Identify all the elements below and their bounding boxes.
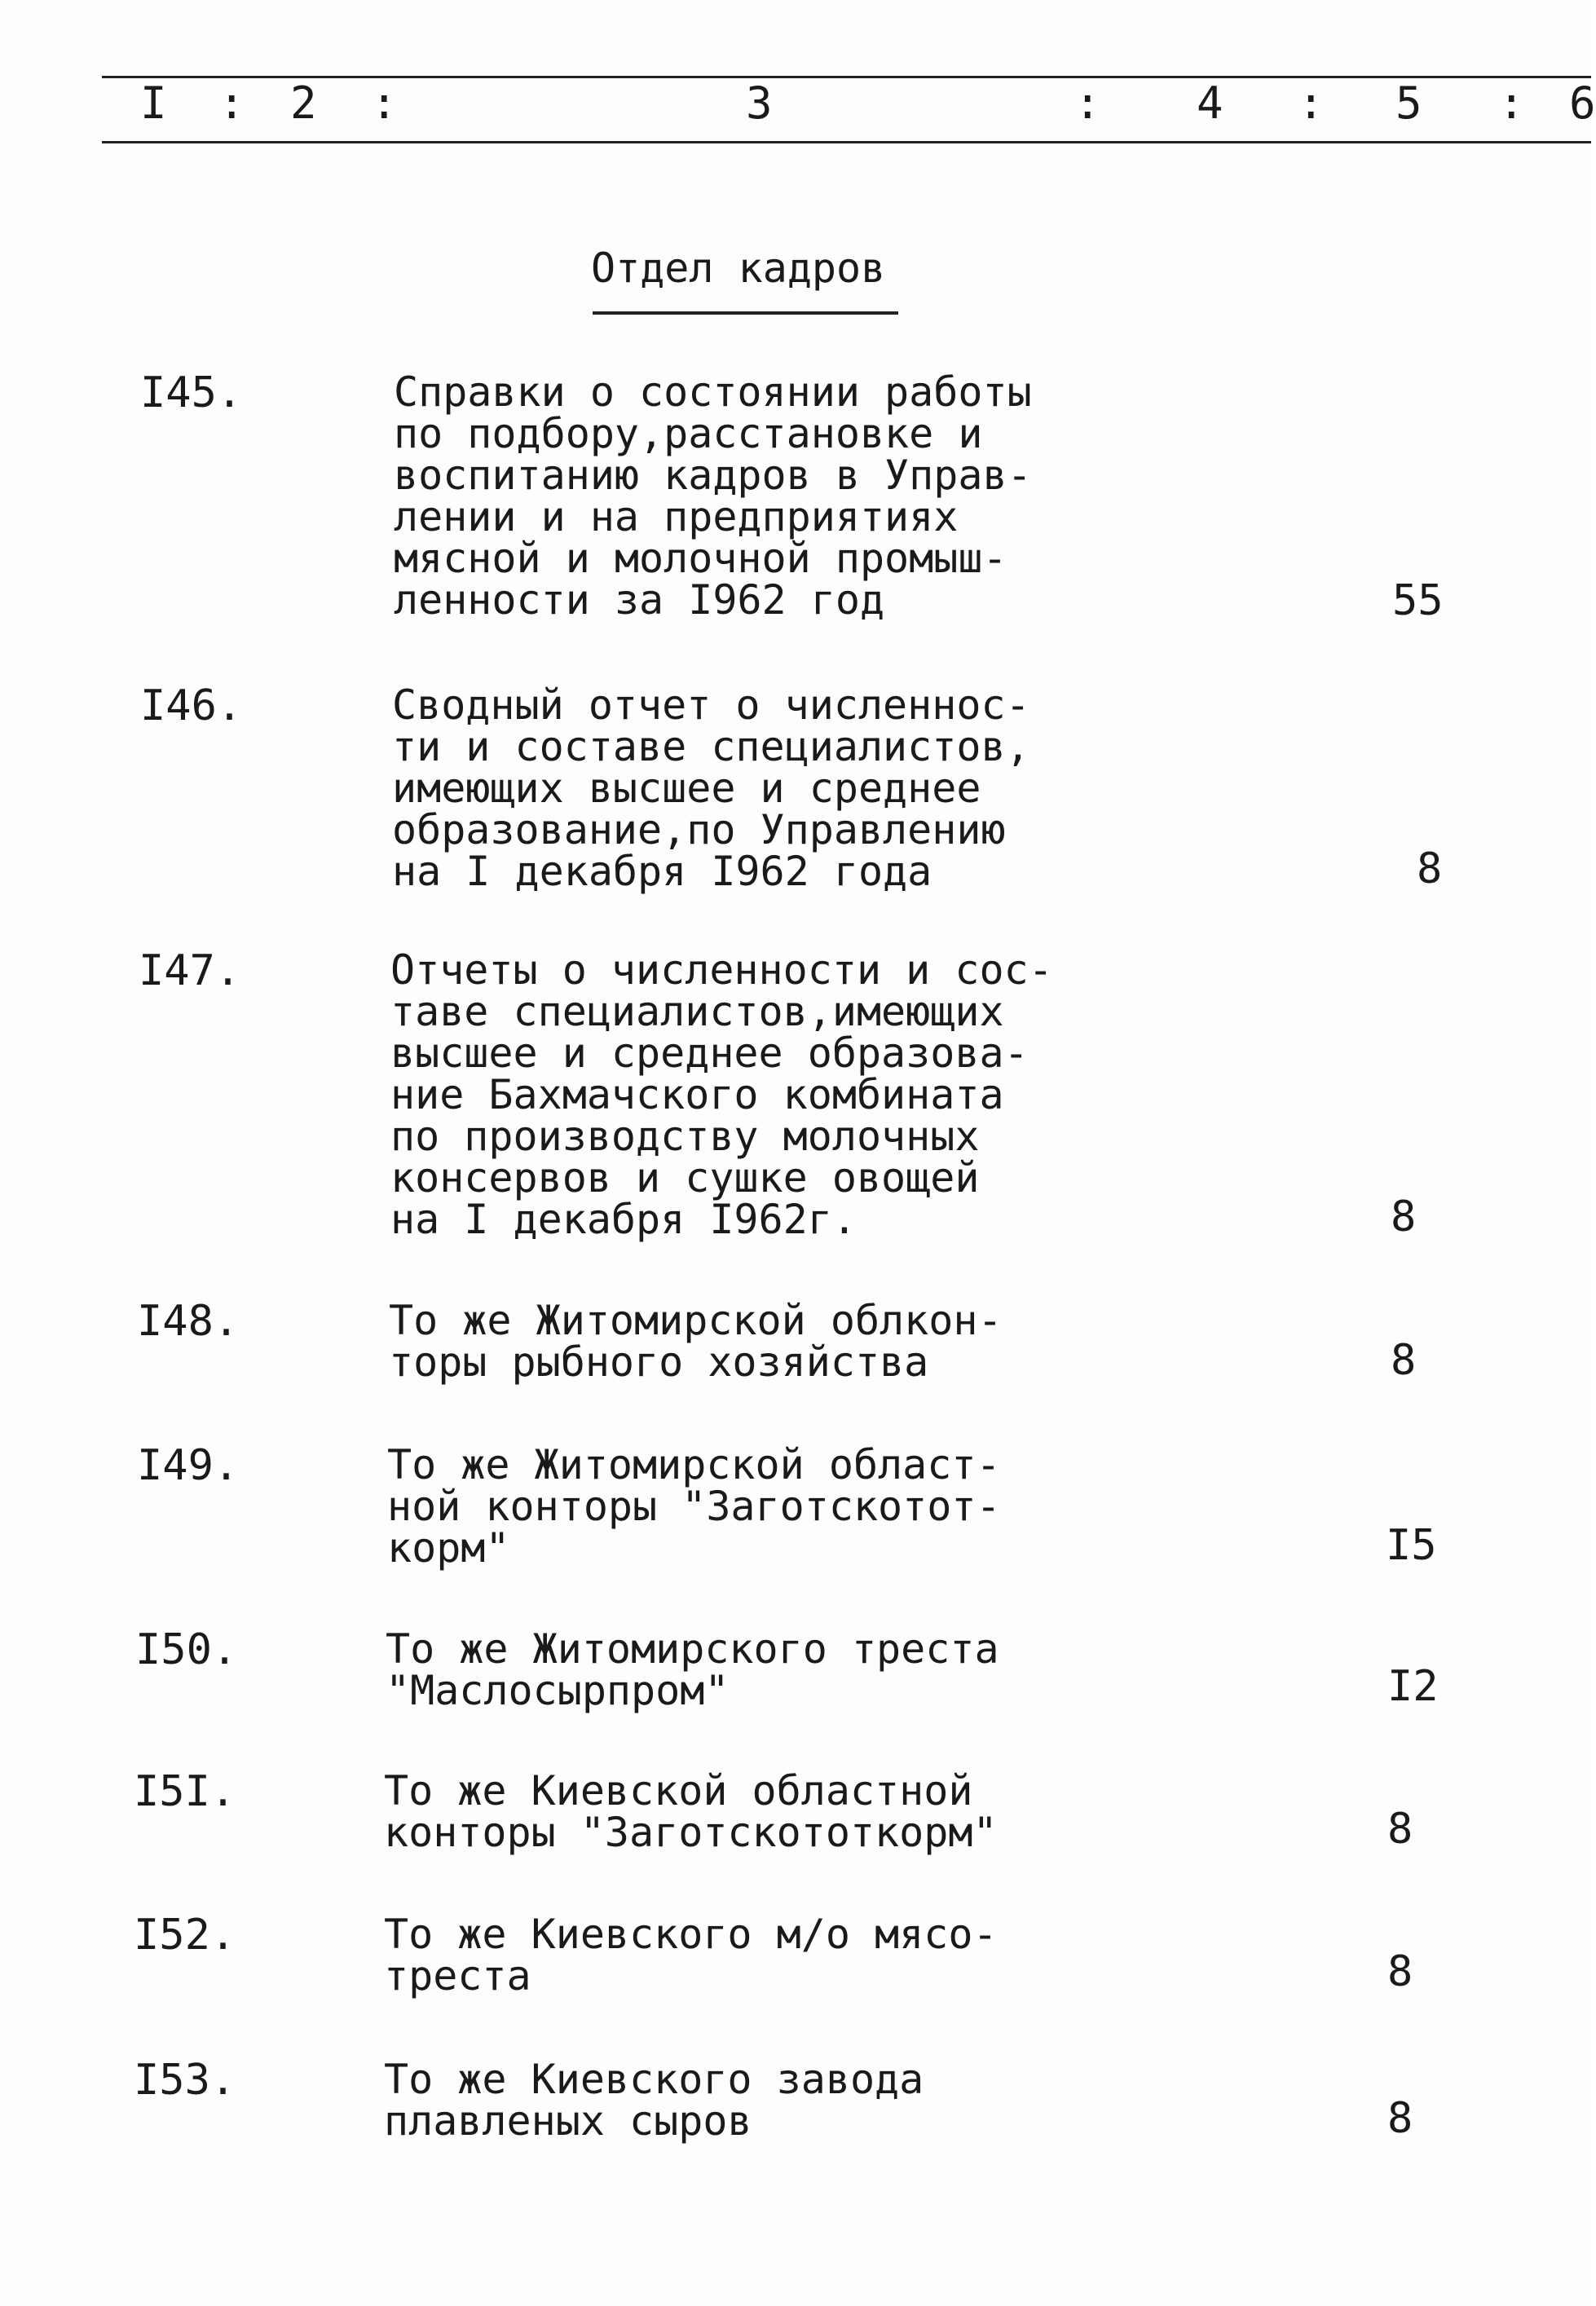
section-title: Отдел кадров	[591, 245, 886, 292]
header-bottom-rule	[102, 141, 1591, 143]
entry-description-line: лении и на предприятиях	[394, 493, 959, 540]
entry-description-line: ти и составе специалистов,	[392, 723, 1030, 770]
entry-description-line: на I декабря I962 года	[392, 848, 932, 895]
entry-description-line: То же Киевского завода	[384, 2056, 924, 2103]
entry-description-line: по подбору,расстановке и	[394, 410, 983, 457]
entry-description	[384, 1767, 998, 1856]
entry-description	[389, 1297, 1003, 1386]
entry-description	[392, 681, 1030, 895]
header-top-rule	[102, 76, 1591, 78]
entry-description-line: консервов и сушке овощей	[390, 1154, 980, 1202]
entry-number: I53.	[134, 2056, 236, 2105]
entry-sheet-count: I2	[1387, 1662, 1439, 1711]
header-separator: :	[1498, 77, 1525, 129]
entry-sheet-count: 8	[1387, 1805, 1413, 1854]
entry-description-line: Отчеты о численности и сос-	[390, 946, 1053, 994]
entry-description-line: торы рыбного хозяйства	[389, 1338, 929, 1386]
entry-sheet-count: 55	[1392, 576, 1444, 625]
entry-description-line: треста	[384, 1952, 531, 2000]
entry-description	[384, 2056, 924, 2145]
entry-description-line: ленности за I962 год	[394, 576, 885, 624]
entry-sheet-count: 8	[1387, 1947, 1413, 1996]
header-col-3: 3	[746, 77, 773, 129]
header-col-5: 5	[1395, 77, 1422, 129]
entry-description	[394, 368, 1032, 624]
entry-sheet-count: 8	[1417, 844, 1443, 893]
entry-description-line: конторы "Заготскототкорм"	[384, 1809, 998, 1856]
entry-description-line: ной конторы "Заготскотот-	[387, 1483, 1001, 1530]
header-separator: :	[1298, 77, 1325, 129]
entry-description-line: мясной и молочной промыш-	[394, 535, 1007, 582]
entry-number: I50.	[135, 1625, 238, 1674]
entry-description-line: То же Житомирского треста	[386, 1625, 999, 1673]
entry-description-line: высшее и среднее образова-	[390, 1030, 1029, 1077]
entry-description	[386, 1625, 999, 1714]
entry-description	[384, 1911, 998, 2000]
entry-description-line: То же Киевской областной	[384, 1767, 973, 1814]
header-col-2: 2	[290, 77, 317, 129]
header-separator: :	[1074, 77, 1101, 129]
entry-number: I49.	[137, 1441, 240, 1490]
entry-description	[390, 946, 1053, 1243]
entry-description-line: таве специалистов,имеющих	[390, 988, 1004, 1035]
entry-description-line: по производству молочных	[390, 1113, 980, 1160]
entry-sheet-count: 8	[1391, 1336, 1417, 1385]
entry-description-line: образование,по Управлению	[392, 806, 1006, 853]
header-col-1: I	[140, 77, 167, 129]
header-separator: :	[371, 77, 398, 129]
entry-description-line: То же Киевского м/о мясо-	[384, 1911, 998, 1958]
header-col-4: 4	[1197, 77, 1223, 129]
entry-description-line: "Маслосырпром"	[386, 1667, 730, 1714]
entry-number: I46.	[140, 681, 243, 730]
entry-number: I48.	[137, 1297, 240, 1346]
entry-number: I47.	[139, 946, 241, 995]
entry-sheet-count: 8	[1387, 2094, 1413, 2143]
entry-sheet-count: I5	[1386, 1521, 1437, 1570]
entry-description-line: воспитанию кадров в Управ-	[394, 452, 1032, 499]
entry-number: I5I.	[134, 1767, 236, 1816]
entry-number: I45.	[140, 368, 243, 417]
header-separator: :	[218, 77, 245, 129]
entry-description-line: Справки о состоянии работы	[394, 368, 1032, 416]
section-title-underline	[593, 311, 898, 315]
entry-sheet-count: 8	[1391, 1193, 1417, 1241]
entry-description-line: корм"	[387, 1524, 510, 1572]
entry-description	[387, 1441, 1001, 1572]
entry-number: I52.	[134, 1911, 236, 1960]
entry-description-line: плавленых сыров	[384, 2097, 752, 2145]
entry-description-line: То же Житомирской облкон-	[389, 1297, 1003, 1344]
entry-description-line: на I декабря I962г.	[390, 1196, 857, 1243]
entry-description-line: ние Бахмачского комбината	[390, 1071, 1004, 1118]
header-col-6: 6	[1569, 77, 1596, 129]
entry-description-line: Сводный отчет о численнос-	[392, 681, 1030, 729]
entry-description-line: имеющих высшее и среднее	[392, 765, 981, 812]
entry-description-line: То же Житомирской област-	[387, 1441, 1001, 1488]
